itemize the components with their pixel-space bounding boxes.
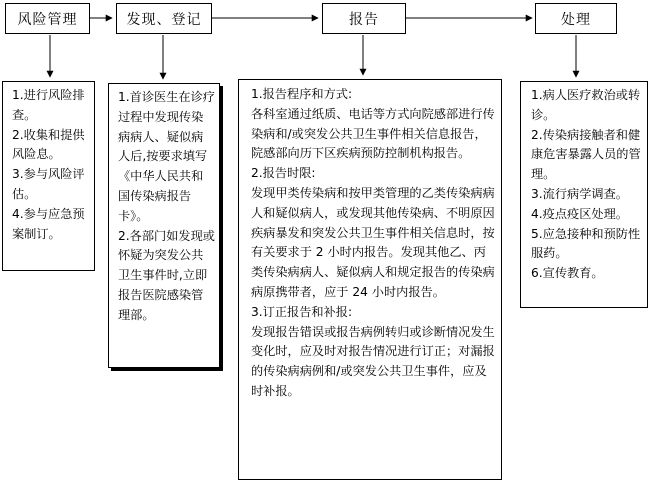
risk-item: 1.进行风险排查。 xyxy=(12,88,85,122)
handling-item: 5.应急接种和预防性服药。 xyxy=(531,226,641,261)
step-handling xyxy=(535,3,617,34)
report-heading-time-limit: 2.报告时限: xyxy=(251,166,316,181)
step-report xyxy=(322,3,406,34)
handling-item: 4.疫点疫区处理。 xyxy=(531,206,628,221)
report-text-correction: 发现报告错误或报告病例转归或诊断情况发生变化时，应及时对报告情况进行订正；对漏报的传染病病例和/或突发公共卫生事件，应及时补报。 xyxy=(251,324,495,398)
step-risk-management xyxy=(5,3,90,34)
step-discovery-registration xyxy=(116,3,212,34)
report-heading-correction: 3.订正报告和补报: xyxy=(251,304,353,319)
risk-item: 3.参与风险评估。 xyxy=(12,167,85,201)
step-report-label: 报告 xyxy=(349,11,379,28)
risk-item: 4.参与应急预案制订。 xyxy=(12,206,85,241)
risk-item: 2.收集和提供风险息。 xyxy=(12,127,85,162)
discovery-details xyxy=(108,83,220,368)
risk-management-details xyxy=(2,81,95,271)
step-discovery-registration-label: 发现、登记 xyxy=(126,11,202,28)
report-details xyxy=(238,79,502,480)
step-handling-label: 处理 xyxy=(561,11,591,28)
report-text-time-limit: 发现甲类传染病和按甲类管理的乙类传染病病人和疑似病人，或发现其他传染病、不明原因疾病暴发和突发公共卫生事件相关信息时，按有关要求于 2 小时内报告。发现其他乙、丙类传染病病人、疑似病人和规定报告的传染病病原携带者，应于 24 小时内报告。 xyxy=(251,185,495,299)
report-text-procedure: 各科室通过纸质、电话等方式向院感部进行传染病和/或突发公共卫生事件相关信息报告，院感部向历下区疾病预防控制机构报告。 xyxy=(251,106,495,161)
handling-item: 6.宣传教育。 xyxy=(531,266,604,281)
handling-item: 3.流行病学调查。 xyxy=(531,186,628,201)
handling-details xyxy=(520,81,648,308)
step-risk-management-label: 风险管理 xyxy=(17,11,78,28)
discovery-item: 2.各部门如发现或怀疑为突发公共卫生事件时,立即报告医院感染管理部。 xyxy=(118,228,215,322)
handling-item: 1.病人医疗救治或转诊。 xyxy=(531,88,641,122)
handling-item: 2.传染病接触者和健康危害暴露人员的管理。 xyxy=(531,127,641,182)
discovery-item: 1.首诊医生在诊疗过程中发现传染病病人、疑似病人后,按要求填写《中华人民共和国传染病报告卡》。 xyxy=(118,90,215,223)
report-heading-procedure: 1.报告程序和方式: xyxy=(251,87,353,101)
